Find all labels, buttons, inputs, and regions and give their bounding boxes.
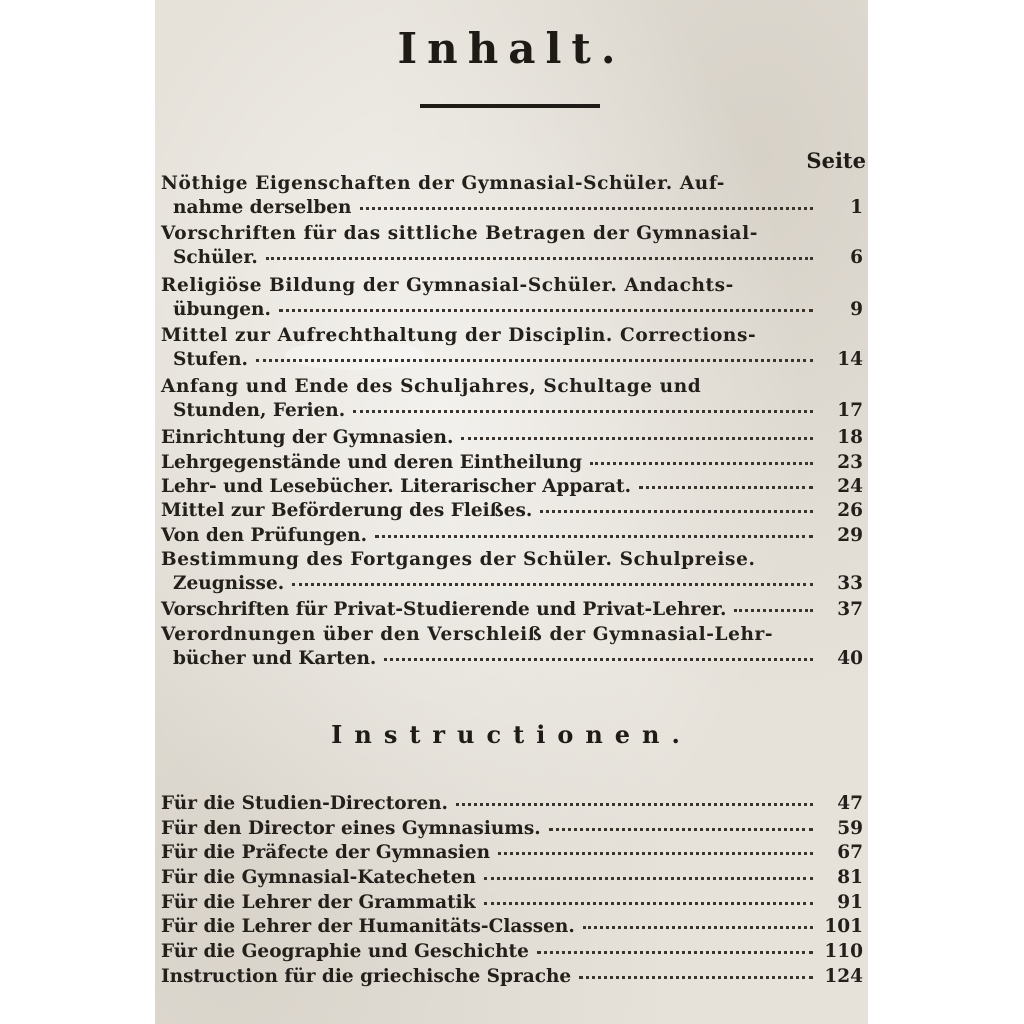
toc-page-number: 40 <box>837 648 863 669</box>
dot-leader <box>353 410 813 413</box>
dot-leader <box>384 658 813 661</box>
toc-page-number: 24 <box>837 476 863 497</box>
dot-leader <box>256 359 813 362</box>
instruction-text: Für die Lehrer der Humanitäts-Classen. <box>161 916 575 937</box>
toc-entry <box>161 451 867 475</box>
dot-leader <box>461 437 813 440</box>
toc-entry <box>161 598 867 622</box>
toc-entry-text: Anfang und Ende des Schuljahres, Schultage und <box>161 376 702 397</box>
toc-entry-text: Verordnungen über den Verschleiß der Gymnasial-Lehr- <box>161 624 774 645</box>
section-title: Instructionen. <box>331 720 692 749</box>
dot-leader <box>360 207 814 210</box>
dot-leader <box>484 877 813 880</box>
toc-entry-text-cont: Stunden, Ferien. <box>173 400 346 421</box>
toc-entry <box>161 475 867 499</box>
toc-page-number: 1 <box>850 197 863 218</box>
toc-entry-text: Lehrgegenstände und deren Eintheilung <box>161 452 583 473</box>
dot-leader <box>537 951 813 954</box>
toc-entry <box>161 172 867 220</box>
toc-entry-text: Von den Prüfungen. <box>161 525 368 546</box>
dot-leader <box>639 486 813 489</box>
dot-leader <box>292 583 813 586</box>
instruction-entry <box>161 841 867 865</box>
toc-entry-text: Einrichtung der Gymnasien. <box>161 427 454 448</box>
dot-leader <box>484 902 813 905</box>
toc-entry <box>161 222 867 270</box>
dot-leader <box>549 828 813 831</box>
instruction-page-number: 81 <box>837 867 863 888</box>
toc-entry <box>161 499 867 523</box>
page-column-label: Seite <box>806 148 866 173</box>
toc-page-number: 23 <box>837 452 863 473</box>
toc-page-number: 14 <box>837 349 863 370</box>
toc-entry <box>161 375 867 423</box>
toc-entry-text-cont: bücher und Karten. <box>173 648 377 669</box>
toc-entry <box>161 274 867 322</box>
toc-page-number: 18 <box>837 427 863 448</box>
toc-entry <box>161 426 867 450</box>
dot-leader <box>375 535 813 538</box>
toc-entry-text: Bestimmung des Fortganges der Schüler. Schulpreise. <box>161 549 756 570</box>
toc-page-number: 6 <box>850 247 863 268</box>
instruction-page-number: 67 <box>837 842 863 863</box>
toc-entry <box>161 324 867 372</box>
toc-page-number: 33 <box>837 573 863 594</box>
instruction-page-number: 91 <box>837 892 863 913</box>
instruction-text: Für die Lehrer der Grammatik <box>161 892 476 913</box>
instruction-entry <box>161 940 867 964</box>
instruction-page-number: 101 <box>824 916 863 937</box>
dot-leader <box>498 852 813 855</box>
instruction-text: Instruction für die griechische Sprache <box>161 966 572 987</box>
instruction-page-number: 110 <box>824 941 863 962</box>
instruction-page-number: 59 <box>837 818 863 839</box>
instruction-entry <box>161 891 867 915</box>
instruction-page-number: 124 <box>824 966 863 987</box>
toc-entry-text-cont: Schüler. <box>173 247 258 268</box>
instruction-entry <box>161 817 867 841</box>
toc-entry-text: Religiöse Bildung der Gymnasial-Schüler. Andachts- <box>161 275 734 296</box>
instruction-entry <box>161 965 867 989</box>
toc-entry <box>161 623 867 671</box>
toc-entry-text: Mittel zur Beförderung des Fleißes. <box>161 500 533 521</box>
instruction-entry <box>161 915 867 939</box>
toc-entry-text: Mittel zur Aufrechthaltung der Disciplin. Corrections- <box>161 325 757 346</box>
toc-entry-text-cont: Zeugnisse. <box>173 573 285 594</box>
toc-page-number: 29 <box>837 525 863 546</box>
toc-page-number: 26 <box>837 500 863 521</box>
instruction-text: Für den Director eines Gymnasiums. <box>161 818 541 839</box>
instruction-text: Für die Geographie und Geschichte <box>161 941 529 962</box>
toc-page-number: 17 <box>837 400 863 421</box>
toc-entry-text: Vorschriften für das sittliche Betragen der Gymnasial- <box>161 223 758 244</box>
toc-page-number: 37 <box>837 599 863 620</box>
instruction-text: Für die Präfecte der Gymnasien <box>161 842 491 863</box>
toc-entry-text-cont: übungen. <box>173 299 271 320</box>
instruction-entry <box>161 792 867 816</box>
toc-entry <box>161 524 867 548</box>
dot-leader <box>540 510 813 513</box>
dot-leader <box>734 609 813 612</box>
toc-page-number: 9 <box>850 299 863 320</box>
toc-entry-text: Lehr- und Lesebücher. Literarischer Apparat. <box>161 476 632 497</box>
dot-leader <box>279 309 813 312</box>
page-title: Inhalt. <box>397 24 626 73</box>
toc-entry-text: Vorschriften für Privat-Studierende und Privat-Lehrer. <box>161 599 727 620</box>
book-page <box>155 0 868 1024</box>
toc-entry-text: Nöthige Eigenschaften der Gymnasial-Schüler. Auf- <box>161 173 726 194</box>
dot-leader <box>583 926 813 929</box>
instruction-page-number: 47 <box>837 793 863 814</box>
toc-entry-text-cont: nahme derselben <box>173 197 352 218</box>
instruction-entry <box>161 866 867 890</box>
instruction-text: Für die Studien-Directoren. <box>161 793 448 814</box>
instruction-text: Für die Gymnasial-Katecheten <box>161 867 476 888</box>
toc-entry <box>161 548 867 596</box>
toc-entry-text-cont: Stufen. <box>173 349 248 370</box>
title-rule <box>420 104 600 108</box>
dot-leader <box>579 976 813 979</box>
dot-leader <box>266 257 813 260</box>
dot-leader <box>456 803 813 806</box>
dot-leader <box>590 462 813 465</box>
